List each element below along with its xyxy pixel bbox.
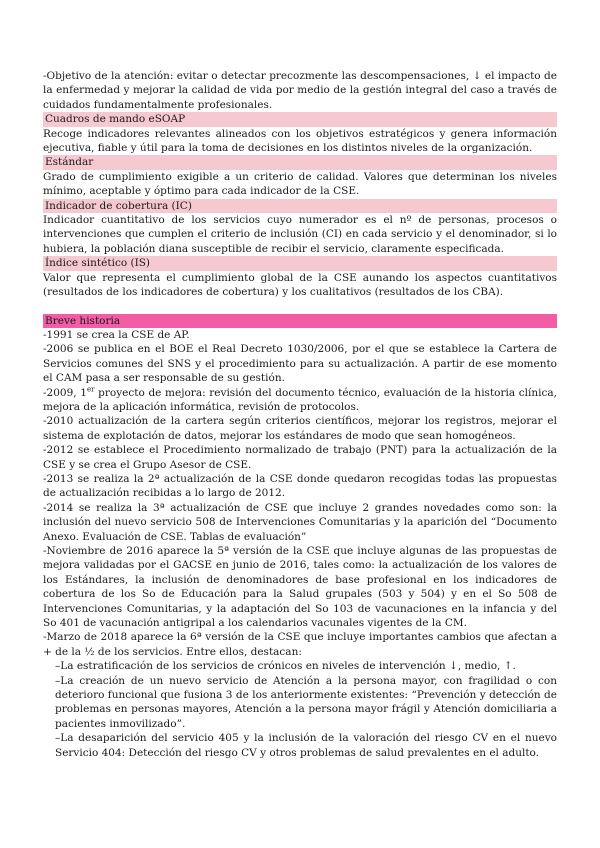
history-item-2016: -Noviembre de 2016 aparece la 5ª versión de la CSE que incluye algunas de las propuestas de mejora validadas por el GACSE en junio de 2016, tales como: la actualización de los valores de los Estándares, la inclusión de denominadores de base profesional en los indicadores de cobertura de los So de Educación para la Salud grupales (503 y 504) y en el So 508 de Intervenciones Comunitarias, y la adaptación del So 103 de vacunaciones en la infancia y del So 401 de vacunación antigripal a los calendarios vacunales vigentes de la CM.	[43, 545, 557, 630]
term-heading-indice: Índice sintético (IS)	[43, 256, 557, 270]
history-item-2013: -2013 se realiza la 2ª actualización de la CSE donde quedaron recogidas todas las propuestas de actualización recibidas a lo largo de 2012.	[43, 472, 557, 500]
document-body	[43, 69, 557, 760]
term-heading-estandar: Estándar	[43, 155, 557, 169]
history-item-2018: -Marzo de 2018 aparece la 6ª versión de la CSE que incluye importantes cambios que afectan a + de la ½ de los servicios. Entre ellos, destacan:	[43, 631, 557, 658]
history-2009-start: -2009, 1	[43, 386, 87, 399]
term-definition-indice: Valor que representa el cumplimiento global de la CSE aunando los aspectos cuantitativos (resultados de los indicadores de cobertura) y los cualitativos (resultados de los CBA).	[43, 271, 557, 299]
term-heading-cobertura: Indicador de cobertura (IC)	[43, 199, 557, 213]
term-definition-esoap: Recoge indicadores relevantes alineados con los objetivos estratégicos y genera información ejecutiva, fiable y útil para la toma de decisiones en los distintos niveles de la organización.	[43, 127, 557, 155]
ordinal-superscript: er	[86, 385, 95, 394]
history-item-1991: -1991 se crea la CSE de AP.	[43, 328, 190, 341]
history-subitem-stratification: –La estratificación de los servicios de crónicos en niveles de intervención ↓, medio, ↑.	[55, 660, 516, 673]
section-spacer	[43, 300, 557, 314]
term-definition-estandar: Grado de cumplimiento exigible a un criterio de calidad. Valores que determinan los niveles mínimo, aceptable y óptimo para cada indicador de la CSE.	[43, 170, 557, 198]
history-item-2010: -2010 actualización de la cartera según criterios científicos, mejorar los registros, mejorar el sistema de explotación de datos, mejorar los estándares de modo que sean homogéneos.	[43, 415, 557, 442]
history-item-2009	[43, 386, 557, 415]
history-2009-rest: proyecto de mejora: revisión del documento técnico, evaluación de la historia clínica, mejora de la aplicación informática, revisión de protocolos.	[43, 386, 557, 413]
objective-paragraph: -Objetivo de la atención: evitar o detectar precozmente las descompensaciones, ↓ el impacto de la enfermedad y mejorar la calidad de vida por medio de la gestión integral del caso a través de cuidados fundamentalmente profesionales.	[43, 70, 557, 111]
history-heading: Breve historia	[43, 314, 557, 328]
history-subitem-service-404: –La desaparición del servicio 405 y la inclusión de la valoración del riesgo CV en el nuevo Servicio 404: Detección del riesgo CV y otros problemas de salud prevalentes en el adulto.	[55, 732, 557, 759]
term-definition-cobertura: Indicador cuantitativo de los servicios cuyo numerador es el nº de personas, procesos o intervenciones que cumplen el criterio de inclusión (CI) en cada servicio y el denominador, si lo hubiera, la población diana susceptible de recibir el servicio, claramente especificada.	[43, 214, 557, 255]
history-item-2006: -2006 se publica en el BOE el Real Decreto 1030/2006, por el que se establece la Cartera de Servicios comunes del SNS y el procedimiento para su actualización. A partir de ese momento el CAM pasa a ser responsable de su gestión.	[43, 343, 557, 385]
history-item-2012: -2012 se establece el Procedimiento normalizado de trabajo (PNT) para la actualización de la CSE y se crea el Grupo Asesor de CSE.	[43, 444, 557, 471]
history-subitem-new-service: –La creación de un nuevo servicio de Atención a la persona mayor, con fragilidad o con deterioro funcional que fusiona 3 de los anteriormente existentes: “Prevención y detección de problemas en personas mayores, Atención a la persona mayor frágil y Atención domiciliaria a pacientes inmovilizado”.	[55, 674, 557, 730]
term-heading-esoap: Cuadros de mando eSOAP	[43, 112, 557, 126]
history-item-2014: -2014 se realiza la 3ª actualización de CSE que incluye 2 grandes novedades como son: la inclusión del nuevo servicio 508 de Intervenciones Comunitarias y la aparición del “Documento Anexo. Evaluación de CSE. Tablas de evaluación”	[43, 501, 557, 543]
